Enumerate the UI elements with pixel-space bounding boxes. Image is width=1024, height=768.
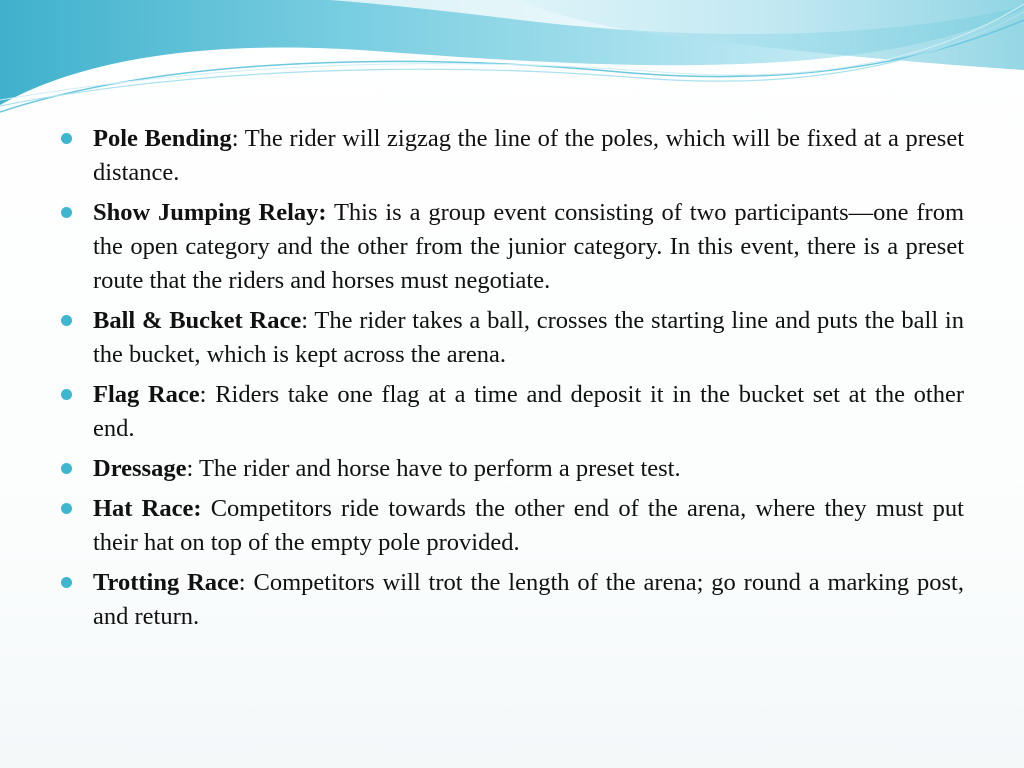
bullet-term: Dressage [93,455,187,482]
bullet-trotting-race [60,566,964,634]
bullet-term: Flag Race [93,381,200,408]
bullet-text: Competitors ride towards the other end of the arena, where they must put their hat on top of the empty pole provided. [93,495,964,556]
bullet-term: Show Jumping Relay: [93,199,327,226]
bullet-term: Ball & Bucket Race [93,307,302,334]
bullet-separator: : [238,569,246,596]
bullet-dot-icon [61,207,72,218]
bullet-dot-icon [61,463,72,474]
bullet-term: Hat Race: [93,495,202,522]
bullet-pole-bending [60,122,964,190]
bullet-list [60,122,964,640]
bullet-show-jumping-relay [60,196,964,298]
header-wave-decoration [0,0,1024,130]
bullet-dot-icon [61,133,72,144]
bullet-text: The rider and horse have to perform a preset test. [193,455,681,482]
bullet-text: This is a group event consisting of two participants—one from the open category and the other from the junior category. In this event, there is a preset route that the riders and horses must negotiate. [93,199,964,294]
bullet-ball-bucket-race [60,304,964,372]
bullet-hat-race [60,492,964,560]
bullet-text: The rider takes a ball, crosses the starting line and puts the ball in the bucket, which is kept across the arena. [93,307,964,368]
bullet-separator: : [186,455,194,482]
bullet-dot-icon [61,389,72,400]
bullet-term: Pole Bending [93,125,232,152]
bullet-separator: : [231,125,239,152]
bullet-term: Trotting Race [93,569,239,596]
bullet-dot-icon [61,315,72,326]
bullet-dressage [60,452,964,486]
bullet-dot-icon [61,577,72,588]
bullet-separator: : [301,307,309,334]
bullet-text: Riders take one flag at a time and deposit it in the bucket set at the other end. [93,381,964,442]
bullet-flag-race [60,378,964,446]
bullet-text: Competitors will trot the length of the arena; go round a marking post, and return. [93,569,964,630]
bullet-text: The rider will zigzag the line of the poles, which will be fixed at a preset distance. [93,125,965,186]
bullet-dot-icon [61,503,72,514]
bullet-separator: : [199,381,207,408]
